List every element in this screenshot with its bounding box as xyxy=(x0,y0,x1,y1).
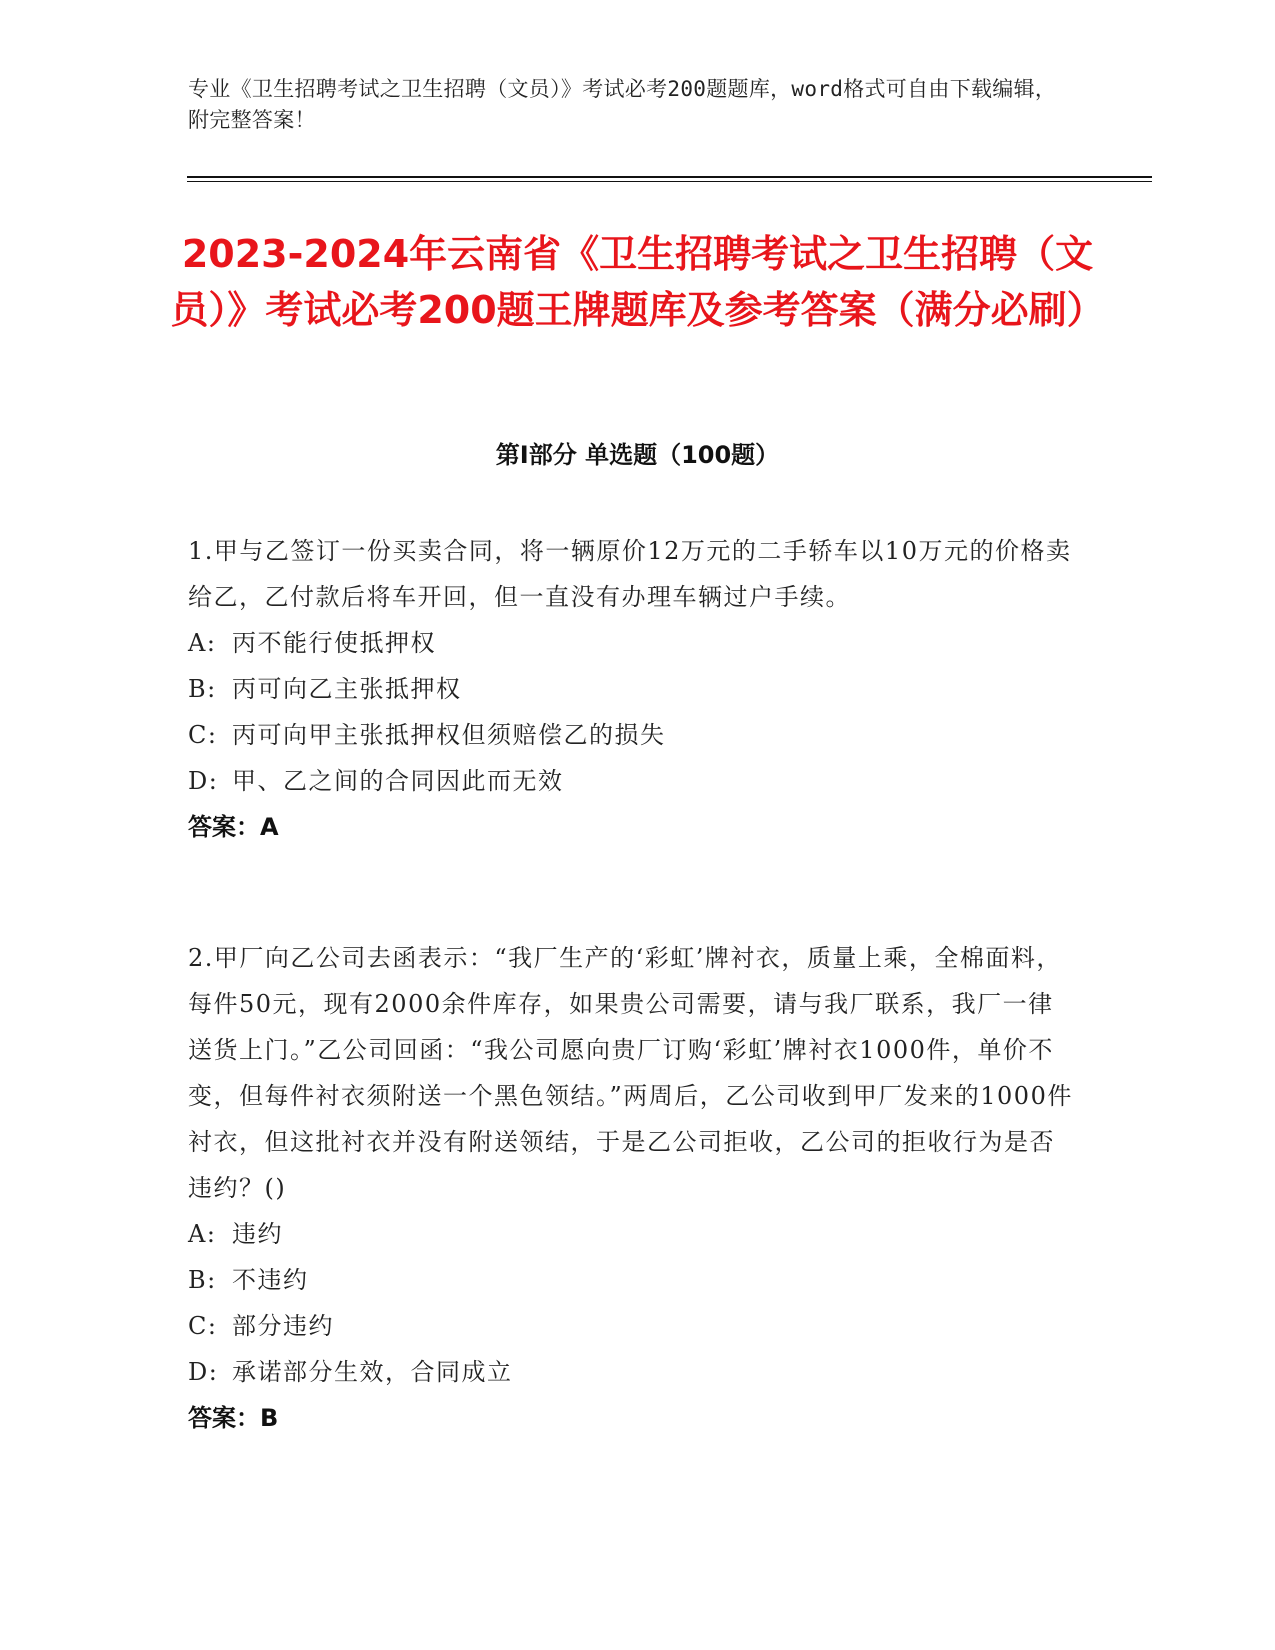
option-d xyxy=(188,1349,1073,1395)
option-key: D: xyxy=(188,767,219,795)
header-divider-thin xyxy=(187,181,1152,182)
option-text: 丙可向甲主张抵押权但须赔偿乙的损失 xyxy=(232,721,666,749)
option-text: 甲、乙之间的合同因此而无效 xyxy=(232,767,564,795)
header-note: 专业《卫生招聘考试之卫生招聘（文员）》考试必考200题题库，word格式可自由下载编辑，附完整答案！ xyxy=(188,77,1057,132)
option-d xyxy=(188,758,1073,804)
question-stem: 2.甲厂向乙公司去函表示：“我厂生产的‘彩虹’牌衬衣，质量上乘，全棉面料，每件50元，现有2000余件库存，如果贵公司需要，请与我厂联系，我厂一律送货上门。”乙公司回函：“我公司愿向贵厂订购‘彩虹’牌衬衣1000件，单价不变，但每件衬衣须附送一个黑色领结。”两周后，乙公司收到甲厂发来的1000件衬衣，但这批衬衣并没有附送领结，于是乙公司拒收，乙公司的拒收行为是否违约？() xyxy=(188,944,1073,1202)
option-key: D: xyxy=(188,1358,219,1386)
option-key: A: xyxy=(188,629,217,657)
option-key: B: xyxy=(188,1266,217,1294)
option-b xyxy=(188,666,1073,712)
option-c xyxy=(188,712,1073,758)
option-key: B: xyxy=(188,675,217,703)
option-a xyxy=(188,620,1073,666)
option-c xyxy=(188,1303,1073,1349)
option-key: C: xyxy=(188,721,218,749)
document-title: 2023-2024年云南省《卫生招聘考试之卫生招聘（文员）》考试必考200题王牌题库及参考答案（满分必刷） xyxy=(170,232,1105,332)
option-text: 不违约 xyxy=(232,1266,309,1294)
option-a xyxy=(188,1211,1073,1257)
option-text: 违约 xyxy=(232,1220,283,1248)
answer-label: 答案：B xyxy=(188,1404,279,1432)
option-key: C: xyxy=(188,1312,218,1340)
question-1 xyxy=(188,528,1073,850)
option-text: 丙可向乙主张抵押权 xyxy=(232,675,462,703)
section-heading: 第I部分 单选题（100题） xyxy=(495,441,780,469)
option-text: 承诺部分生效，合同成立 xyxy=(232,1358,513,1386)
option-text: 部分违约 xyxy=(232,1312,334,1340)
question-2 xyxy=(188,935,1073,1441)
header-divider-thick xyxy=(187,176,1152,178)
option-key: A: xyxy=(188,1220,217,1248)
question-stem: 1.甲与乙签订一份买卖合同，将一辆原价12万元的二手轿车以10万元的价格卖给乙，乙付款后将车开回，但一直没有办理车辆过户手续。 xyxy=(188,537,1072,611)
answer-label: 答案：A xyxy=(188,813,279,841)
option-b xyxy=(188,1257,1073,1303)
option-text: 丙不能行使抵押权 xyxy=(232,629,436,657)
